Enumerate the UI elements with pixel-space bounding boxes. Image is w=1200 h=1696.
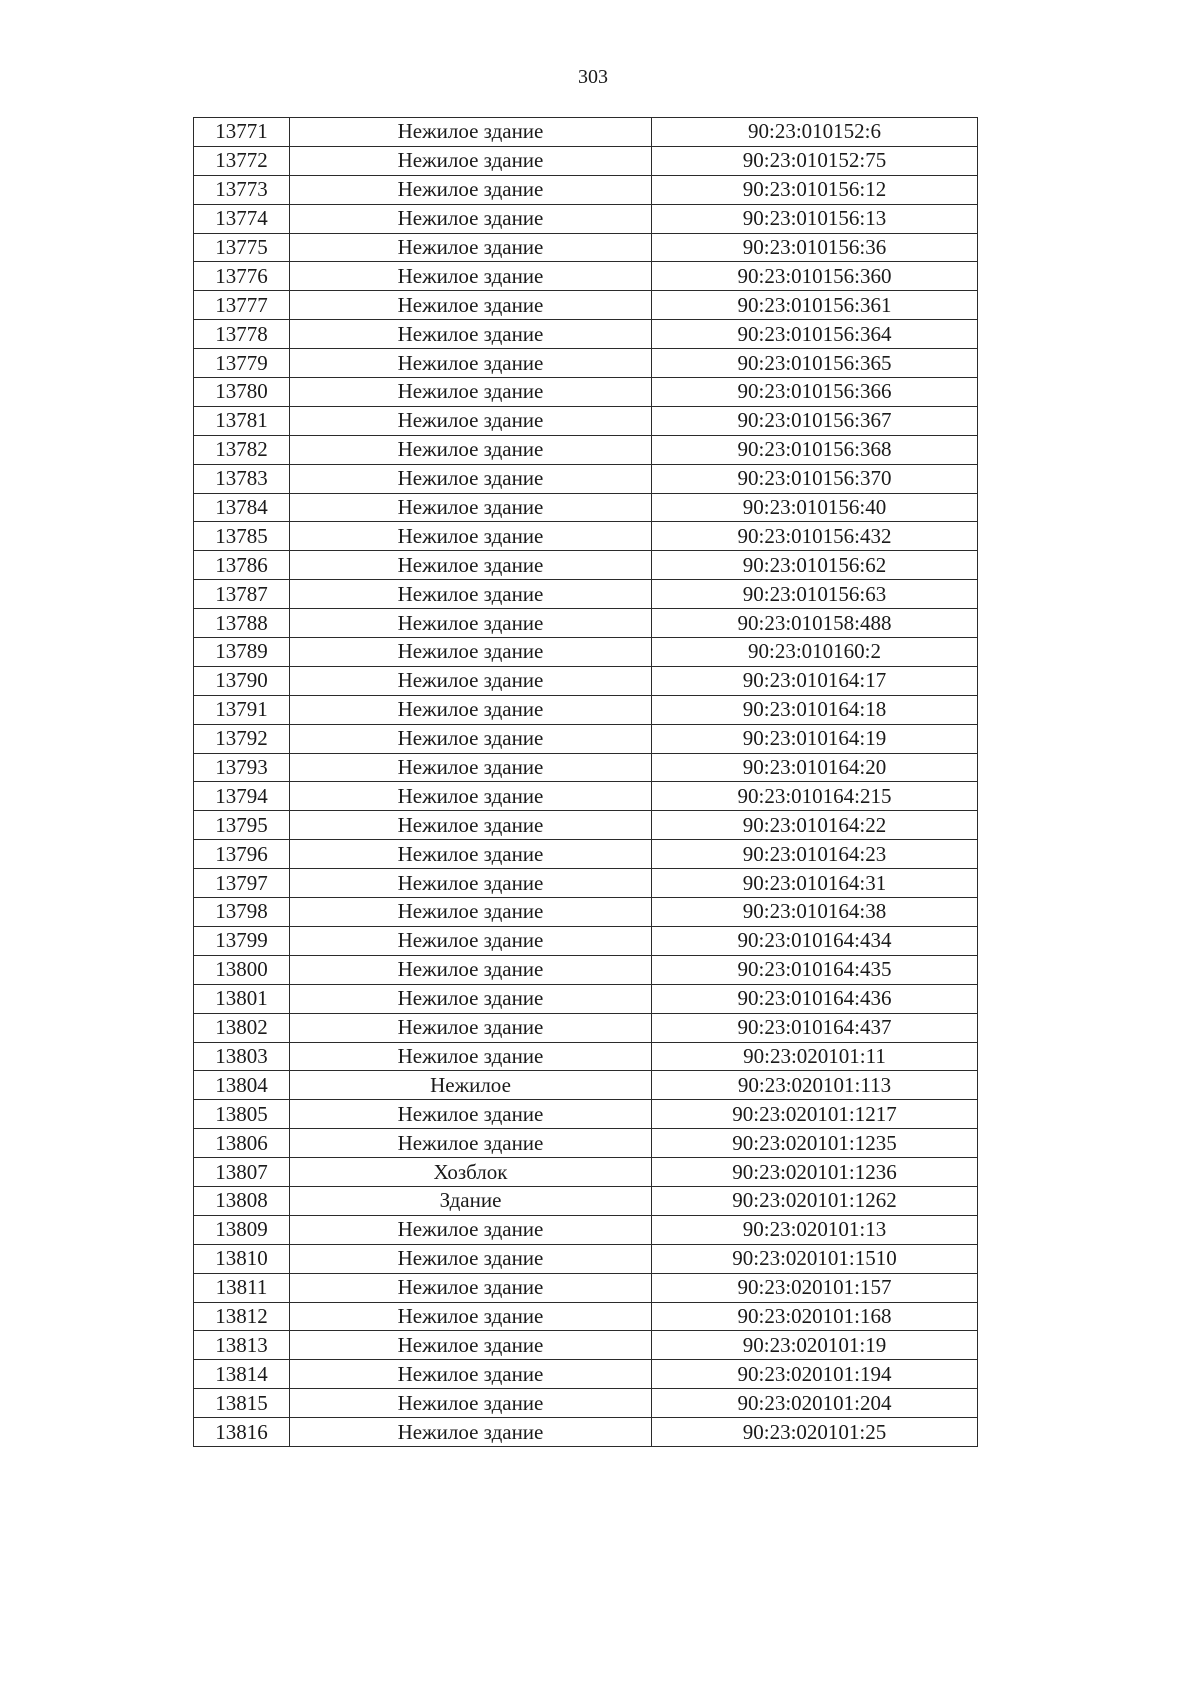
row-number-cell: 13794 — [194, 782, 290, 811]
object-type-cell: Нежилое здание — [290, 1302, 652, 1331]
object-type-cell: Нежилое здание — [290, 291, 652, 320]
object-type-cell: Нежилое здание — [290, 782, 652, 811]
row-number-cell: 13792 — [194, 724, 290, 753]
object-type-cell: Нежилое — [290, 1071, 652, 1100]
cadastral-number-cell: 90:23:020101:194 — [652, 1360, 978, 1389]
object-type-cell: Нежилое здание — [290, 580, 652, 609]
table-row — [194, 1186, 978, 1215]
row-number-cell: 13797 — [194, 869, 290, 898]
table-row — [194, 1360, 978, 1389]
row-number-cell: 13784 — [194, 493, 290, 522]
table-row — [194, 175, 978, 204]
cadastral-number-cell: 90:23:010164:31 — [652, 869, 978, 898]
cadastral-number-cell: 90:23:010156:360 — [652, 262, 978, 291]
object-type-cell: Нежилое здание — [290, 1100, 652, 1129]
table-row — [194, 955, 978, 984]
cadastral-number-cell: 90:23:020101:1262 — [652, 1186, 978, 1215]
cadastral-number-cell: 90:23:020101:1217 — [652, 1100, 978, 1129]
table-row — [194, 204, 978, 233]
table-row — [194, 840, 978, 869]
row-number-cell: 13812 — [194, 1302, 290, 1331]
cadastral-number-cell: 90:23:020101:157 — [652, 1273, 978, 1302]
row-number-cell: 13806 — [194, 1129, 290, 1158]
object-type-cell: Нежилое здание — [290, 724, 652, 753]
table-row — [194, 898, 978, 927]
table-row — [194, 1389, 978, 1418]
table-row — [194, 1042, 978, 1071]
cadastral-number-cell: 90:23:020101:113 — [652, 1071, 978, 1100]
table-row — [194, 551, 978, 580]
row-number-cell: 13815 — [194, 1389, 290, 1418]
row-number-cell: 13799 — [194, 926, 290, 955]
row-number-cell: 13811 — [194, 1273, 290, 1302]
object-type-cell: Нежилое здание — [290, 1418, 652, 1447]
cadastral-number-cell: 90:23:010156:432 — [652, 522, 978, 551]
table-row — [194, 869, 978, 898]
cadastral-number-cell: 90:23:010156:12 — [652, 175, 978, 204]
table-row — [194, 609, 978, 638]
cadastral-number-cell: 90:23:010164:19 — [652, 724, 978, 753]
object-type-cell: Здание — [290, 1186, 652, 1215]
table-row — [194, 1273, 978, 1302]
table-row — [194, 695, 978, 724]
object-type-cell: Нежилое здание — [290, 349, 652, 378]
object-type-cell: Нежилое здание — [290, 1244, 652, 1273]
row-number-cell: 13790 — [194, 666, 290, 695]
cadastral-number-cell: 90:23:010160:2 — [652, 638, 978, 667]
object-type-cell: Нежилое здание — [290, 320, 652, 349]
row-number-cell: 13772 — [194, 146, 290, 175]
cadastral-number-cell: 90:23:010156:36 — [652, 233, 978, 262]
row-number-cell: 13785 — [194, 522, 290, 551]
cadastral-number-cell: 90:23:020101:1236 — [652, 1158, 978, 1187]
object-type-cell: Нежилое здание — [290, 1273, 652, 1302]
row-number-cell: 13801 — [194, 984, 290, 1013]
row-number-cell: 13810 — [194, 1244, 290, 1273]
object-type-cell: Нежилое здание — [290, 638, 652, 667]
cadastral-number-cell: 90:23:010164:22 — [652, 811, 978, 840]
row-number-cell: 13795 — [194, 811, 290, 840]
table-row — [194, 522, 978, 551]
object-type-cell: Нежилое здание — [290, 1331, 652, 1360]
table-row — [194, 493, 978, 522]
table-row — [194, 406, 978, 435]
table-row — [194, 349, 978, 378]
row-number-cell: 13816 — [194, 1418, 290, 1447]
object-type-cell: Нежилое здание — [290, 435, 652, 464]
table-row — [194, 435, 978, 464]
table-row — [194, 1158, 978, 1187]
cadastral-number-cell: 90:23:010164:18 — [652, 695, 978, 724]
row-number-cell: 13780 — [194, 378, 290, 407]
row-number-cell: 13802 — [194, 1013, 290, 1042]
table-row — [194, 1013, 978, 1042]
cadastral-number-cell: 90:23:010156:13 — [652, 204, 978, 233]
row-number-cell: 13786 — [194, 551, 290, 580]
row-number-cell: 13782 — [194, 435, 290, 464]
table-row — [194, 1100, 978, 1129]
object-type-cell: Нежилое здание — [290, 1042, 652, 1071]
table-row — [194, 378, 978, 407]
row-number-cell: 13807 — [194, 1158, 290, 1187]
table-row — [194, 1071, 978, 1100]
object-type-cell: Нежилое здание — [290, 695, 652, 724]
object-type-cell: Нежилое здание — [290, 233, 652, 262]
row-number-cell: 13778 — [194, 320, 290, 349]
cadastral-number-cell: 90:23:010156:62 — [652, 551, 978, 580]
row-number-cell: 13805 — [194, 1100, 290, 1129]
cadastral-number-cell: 90:23:020101:13 — [652, 1215, 978, 1244]
row-number-cell: 13813 — [194, 1331, 290, 1360]
table-row — [194, 1418, 978, 1447]
cadastral-number-cell: 90:23:010164:215 — [652, 782, 978, 811]
cadastral-number-cell: 90:23:010158:488 — [652, 609, 978, 638]
object-type-cell: Нежилое здание — [290, 811, 652, 840]
table-row — [194, 146, 978, 175]
table-row — [194, 233, 978, 262]
row-number-cell: 13783 — [194, 464, 290, 493]
table-row — [194, 291, 978, 320]
cadastral-number-cell: 90:23:010164:437 — [652, 1013, 978, 1042]
table-row — [194, 811, 978, 840]
table-row — [194, 1302, 978, 1331]
cadastral-number-cell: 90:23:010164:23 — [652, 840, 978, 869]
row-number-cell: 13803 — [194, 1042, 290, 1071]
cadastral-number-cell: 90:23:020101:204 — [652, 1389, 978, 1418]
object-type-cell: Нежилое здание — [290, 551, 652, 580]
row-number-cell: 13777 — [194, 291, 290, 320]
cadastral-number-cell: 90:23:020101:19 — [652, 1331, 978, 1360]
object-type-cell: Нежилое здание — [290, 1013, 652, 1042]
row-number-cell: 13809 — [194, 1215, 290, 1244]
cadastral-number-cell: 90:23:020101:11 — [652, 1042, 978, 1071]
object-type-cell: Нежилое здание — [290, 609, 652, 638]
object-type-cell: Нежилое здание — [290, 1360, 652, 1389]
object-type-cell: Нежилое здание — [290, 840, 652, 869]
object-type-cell: Нежилое здание — [290, 1129, 652, 1158]
cadastral-number-cell: 90:23:010164:20 — [652, 753, 978, 782]
row-number-cell: 13771 — [194, 118, 290, 147]
row-number-cell: 13787 — [194, 580, 290, 609]
cadastral-number-cell: 90:23:010156:366 — [652, 378, 978, 407]
row-number-cell: 13798 — [194, 898, 290, 927]
object-type-cell: Нежилое здание — [290, 753, 652, 782]
cadastral-number-cell: 90:23:020101:25 — [652, 1418, 978, 1447]
cadastral-number-cell: 90:23:010164:434 — [652, 926, 978, 955]
object-type-cell: Нежилое здание — [290, 955, 652, 984]
table-row — [194, 464, 978, 493]
row-number-cell: 13808 — [194, 1186, 290, 1215]
row-number-cell: 13775 — [194, 233, 290, 262]
cadastral-number-cell: 90:23:020101:1510 — [652, 1244, 978, 1273]
table-row — [194, 1331, 978, 1360]
object-type-cell: Нежилое здание — [290, 666, 652, 695]
cadastral-number-cell: 90:23:010156:370 — [652, 464, 978, 493]
cadastral-number-cell: 90:23:010156:364 — [652, 320, 978, 349]
row-number-cell: 13774 — [194, 204, 290, 233]
row-number-cell: 13776 — [194, 262, 290, 291]
cadastral-number-cell: 90:23:010156:365 — [652, 349, 978, 378]
table-row — [194, 984, 978, 1013]
table-row — [194, 1244, 978, 1273]
cadastral-number-cell: 90:23:010164:435 — [652, 955, 978, 984]
cadastral-number-cell: 90:23:010152:75 — [652, 146, 978, 175]
object-type-cell: Нежилое здание — [290, 898, 652, 927]
registry-table — [193, 117, 978, 1447]
row-number-cell: 13796 — [194, 840, 290, 869]
table-row — [194, 118, 978, 147]
cadastral-number-cell: 90:23:010152:6 — [652, 118, 978, 147]
object-type-cell: Нежилое здание — [290, 1215, 652, 1244]
object-type-cell: Нежилое здание — [290, 869, 652, 898]
object-type-cell: Нежилое здание — [290, 204, 652, 233]
cadastral-number-cell: 90:23:010164:17 — [652, 666, 978, 695]
cadastral-number-cell: 90:23:010156:63 — [652, 580, 978, 609]
cadastral-number-cell: 90:23:020101:1235 — [652, 1129, 978, 1158]
cadastral-number-cell: 90:23:010164:38 — [652, 898, 978, 927]
cadastral-number-cell: 90:23:010156:40 — [652, 493, 978, 522]
table-row — [194, 1215, 978, 1244]
table-row — [194, 638, 978, 667]
table-row — [194, 320, 978, 349]
registry-table-body — [194, 118, 978, 1447]
cadastral-number-cell: 90:23:010156:361 — [652, 291, 978, 320]
row-number-cell: 13793 — [194, 753, 290, 782]
table-row — [194, 666, 978, 695]
object-type-cell: Нежилое здание — [290, 464, 652, 493]
object-type-cell: Нежилое здание — [290, 146, 652, 175]
table-row — [194, 262, 978, 291]
table-row — [194, 724, 978, 753]
table-row — [194, 1129, 978, 1158]
cadastral-number-cell: 90:23:010164:436 — [652, 984, 978, 1013]
object-type-cell: Нежилое здание — [290, 493, 652, 522]
page-number: 303 — [578, 66, 608, 88]
row-number-cell: 13788 — [194, 609, 290, 638]
row-number-cell: 13773 — [194, 175, 290, 204]
cadastral-number-cell: 90:23:010156:368 — [652, 435, 978, 464]
object-type-cell: Нежилое здание — [290, 378, 652, 407]
object-type-cell: Нежилое здание — [290, 118, 652, 147]
table-row — [194, 782, 978, 811]
row-number-cell: 13779 — [194, 349, 290, 378]
object-type-cell: Нежилое здание — [290, 406, 652, 435]
object-type-cell: Нежилое здание — [290, 522, 652, 551]
row-number-cell: 13781 — [194, 406, 290, 435]
table-row — [194, 580, 978, 609]
object-type-cell: Нежилое здание — [290, 984, 652, 1013]
row-number-cell: 13791 — [194, 695, 290, 724]
object-type-cell: Хозблок — [290, 1158, 652, 1187]
table-row — [194, 753, 978, 782]
row-number-cell: 13814 — [194, 1360, 290, 1389]
object-type-cell: Нежилое здание — [290, 1389, 652, 1418]
object-type-cell: Нежилое здание — [290, 262, 652, 291]
table-row — [194, 926, 978, 955]
row-number-cell: 13804 — [194, 1071, 290, 1100]
object-type-cell: Нежилое здание — [290, 175, 652, 204]
row-number-cell: 13800 — [194, 955, 290, 984]
row-number-cell: 13789 — [194, 638, 290, 667]
cadastral-number-cell: 90:23:020101:168 — [652, 1302, 978, 1331]
object-type-cell: Нежилое здание — [290, 926, 652, 955]
cadastral-number-cell: 90:23:010156:367 — [652, 406, 978, 435]
